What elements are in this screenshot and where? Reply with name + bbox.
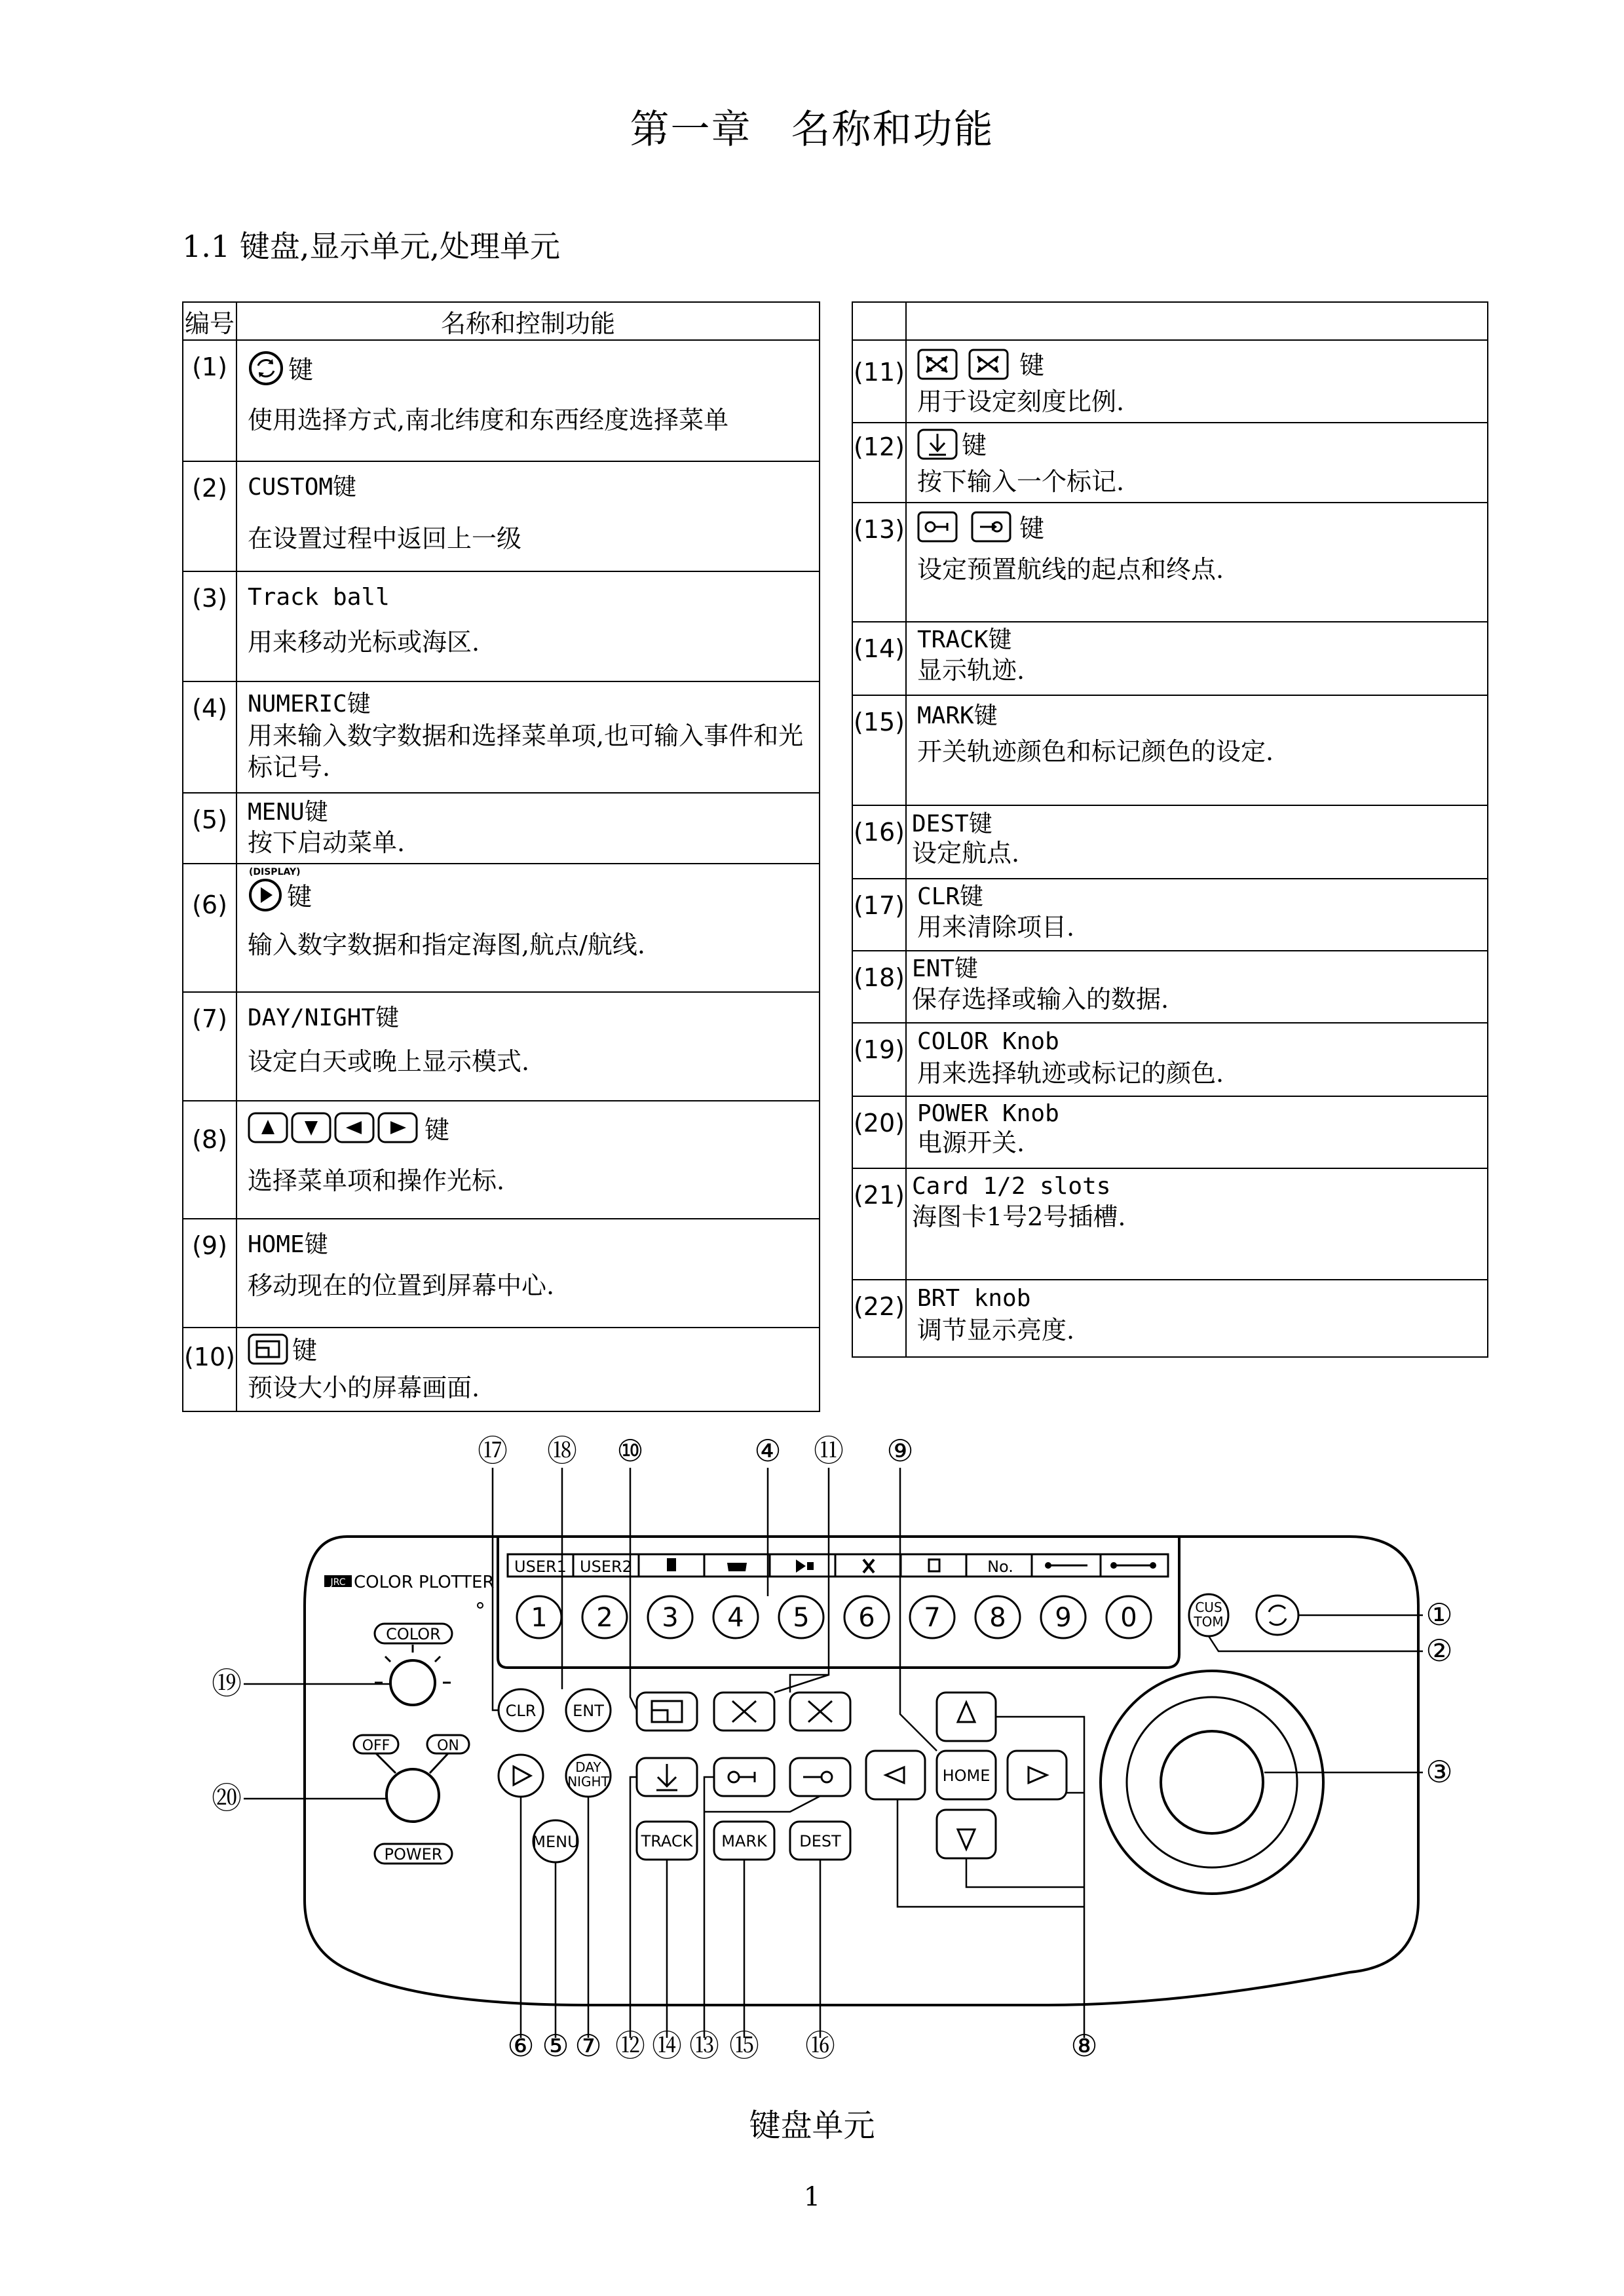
menu-key-label: MENU xyxy=(532,1833,579,1851)
strip-icon-5 xyxy=(796,1559,814,1573)
row-name: Track ball xyxy=(248,584,390,611)
section-heading: 1.1 键盘,显示单元,处理单元 xyxy=(182,229,561,264)
custom-key-label: CUS xyxy=(1195,1599,1222,1615)
row-name: 键 xyxy=(287,882,312,911)
row-name: CLR键 xyxy=(917,883,984,910)
row-description: 移动现在的位置到屏幕中心. xyxy=(248,1271,555,1300)
row-description: 显示轨迹. xyxy=(917,656,1025,685)
row-number: (17) xyxy=(852,879,906,951)
row-number: (15) xyxy=(852,695,906,805)
rotate-icon xyxy=(1269,1605,1286,1624)
row-description: 海图卡1号2号插槽. xyxy=(912,1202,1126,1231)
color-knob[interactable] xyxy=(390,1660,435,1705)
callout-2: ② xyxy=(1426,1633,1453,1668)
callout-3: ③ xyxy=(1426,1754,1453,1789)
row-number: (9) xyxy=(183,1219,236,1328)
up-key[interactable] xyxy=(937,1693,996,1741)
strip-icon-4 xyxy=(727,1563,747,1571)
callout-19: ⑲ xyxy=(212,1666,242,1701)
row-number: (7) xyxy=(183,992,236,1101)
row-description: 设定预置航线的起点和终点. xyxy=(917,555,1224,584)
row-name: 键 xyxy=(292,1336,318,1365)
power-label: POWER xyxy=(384,1845,443,1864)
ent-key-label: ENT xyxy=(573,1702,604,1720)
row-name: DEST键 xyxy=(912,811,992,837)
callout-11: ⑪ xyxy=(814,1433,844,1468)
scale-down-icon xyxy=(808,1701,832,1722)
callout-18: ⑱ xyxy=(547,1433,577,1468)
row-number: (21) xyxy=(852,1168,906,1280)
row-description: 设定白天或晚上显示模式. xyxy=(248,1047,530,1076)
row-name: 键 xyxy=(962,430,987,460)
row-number: (1) xyxy=(183,340,236,461)
home-key-label: HOME xyxy=(942,1767,991,1785)
mark-key-label: MARK xyxy=(721,1832,767,1850)
callout-8: ⑧ xyxy=(1070,2028,1098,2063)
row-name: 键 xyxy=(1019,514,1045,543)
numeric-key-label: 1 xyxy=(531,1603,548,1633)
strip-icons xyxy=(667,1558,1156,1573)
callout-7: ⑦ xyxy=(575,2028,602,2063)
callout-9: ⑨ xyxy=(886,1433,914,1468)
row-number: (5) xyxy=(183,793,236,864)
chapter-number: 第一章 xyxy=(630,107,752,153)
row-name: MENU键 xyxy=(248,799,328,826)
color-knob-ticks xyxy=(375,1645,451,1683)
down-arrow-icon xyxy=(958,1829,975,1849)
row-number: (18) xyxy=(852,951,906,1023)
callout-20: ⑳ xyxy=(212,1780,242,1816)
row-number: (10) xyxy=(183,1328,236,1411)
right-arrow-icon xyxy=(1029,1767,1047,1783)
strip-icon-7 xyxy=(929,1559,939,1571)
header-number: 编号 xyxy=(183,302,236,340)
day-key-label: DAY xyxy=(575,1759,601,1775)
row-number: (19) xyxy=(852,1023,906,1096)
row-description: 选择菜单项和操作光标. xyxy=(248,1166,505,1195)
night-key-label: NIGHT xyxy=(567,1774,609,1789)
row-name: NUMERIC键 xyxy=(248,691,371,718)
off-label: OFF xyxy=(362,1738,390,1754)
play-icon xyxy=(514,1767,531,1785)
callout-12: ⑫ xyxy=(615,2028,645,2063)
row-name: BRT knob xyxy=(917,1285,1031,1312)
row-number: (13) xyxy=(852,503,906,622)
numeric-key-label: 4 xyxy=(727,1603,744,1633)
row-number: (8) xyxy=(183,1101,236,1219)
model-label: COLOR PLOTTER xyxy=(354,1573,495,1592)
numeric-key-label: 8 xyxy=(989,1603,1006,1633)
row-number: (6) xyxy=(183,864,236,992)
track-key-label: TRACK xyxy=(641,1832,693,1850)
callout-10: ⑩ xyxy=(616,1433,644,1468)
row-number: (11) xyxy=(852,340,906,423)
callout-17: ⑰ xyxy=(478,1433,508,1468)
row-description: 输入数字数据和指定海图,航点/航线. xyxy=(248,930,645,959)
header-name-function: 名称和控制功能 xyxy=(236,302,820,340)
numeric-key-label: 2 xyxy=(596,1603,613,1633)
numeric-key-label: 6 xyxy=(858,1603,875,1633)
display-label: (DISPLAY) xyxy=(249,867,301,877)
row-description: 用来输入数字数据和选择菜单项,也可输入事件和光标记号. xyxy=(248,721,804,782)
strip-icon-dot xyxy=(1045,1562,1051,1569)
clr-key-label: CLR xyxy=(505,1702,537,1720)
callout-15: ⑮ xyxy=(729,2028,759,2063)
row-number: (20) xyxy=(852,1096,906,1168)
color-label: COLOR xyxy=(386,1625,441,1643)
row-name: MARK键 xyxy=(917,702,998,729)
custom-key-label: TOM xyxy=(1194,1614,1224,1630)
strip-icon-3 xyxy=(667,1558,676,1571)
row-name: COLOR Knob xyxy=(917,1028,1059,1055)
rotate-key[interactable] xyxy=(1256,1596,1298,1635)
row-description: 用来移动光标或海区. xyxy=(248,628,480,657)
strip-icon-6 xyxy=(863,1559,874,1573)
row-name: CUSTOM键 xyxy=(248,474,357,501)
callout-1: ① xyxy=(1426,1597,1453,1632)
row-number: (14) xyxy=(852,622,906,695)
row-description: 在设置过程中返回上一级 xyxy=(248,524,522,553)
row-description: 设定航点. xyxy=(912,839,1020,868)
route-end-icon xyxy=(821,1772,832,1782)
callout-6: ⑥ xyxy=(507,2028,535,2063)
row-number: (3) xyxy=(183,571,236,681)
indicator-led xyxy=(478,1603,483,1608)
row-description: 按下输入一个标记. xyxy=(917,467,1125,496)
strip-label-no: No. xyxy=(987,1558,1013,1576)
row-description: 用来选择轨迹或标记的颜色. xyxy=(917,1059,1224,1088)
display-key[interactable] xyxy=(499,1755,543,1797)
route-start-icon xyxy=(728,1772,739,1782)
numeric-key-label: 0 xyxy=(1120,1603,1137,1633)
row-name: HOME键 xyxy=(248,1231,328,1258)
numeric-key-label: 9 xyxy=(1055,1603,1072,1633)
callout-4: ④ xyxy=(754,1433,782,1468)
numeric-key-label: 7 xyxy=(924,1603,941,1633)
strip-icon-dot xyxy=(1150,1562,1156,1569)
dest-key-label: DEST xyxy=(799,1832,841,1850)
row-description: 电源开关. xyxy=(917,1128,1025,1157)
scale-up-icon xyxy=(732,1701,756,1722)
chapter-name: 名称和功能 xyxy=(791,107,994,153)
row-name: TRACK键 xyxy=(917,626,1012,653)
row-description: 调节显示亮度. xyxy=(917,1316,1075,1345)
up-arrow-icon xyxy=(958,1702,975,1722)
row-number: (22) xyxy=(852,1280,906,1357)
row-name: ENT键 xyxy=(912,955,979,982)
row-description: 保存选择或输入的数据. xyxy=(912,985,1169,1014)
row-name: DAY/NIGHT键 xyxy=(248,1004,400,1031)
brand-logo-text: JRC xyxy=(330,1577,346,1588)
row-name: 键 xyxy=(425,1115,450,1145)
row-number: (4) xyxy=(183,681,236,793)
row-description: 使用选择方式,南北纬度和东西经度选择菜单 xyxy=(248,406,729,434)
row-name: Card 1/2 slots xyxy=(912,1173,1111,1200)
callout-13: ⑬ xyxy=(689,2028,719,2063)
strip-icon-dot xyxy=(1110,1562,1117,1569)
on-label: ON xyxy=(437,1738,459,1754)
power-knob[interactable] xyxy=(387,1769,439,1822)
route-start-icon xyxy=(739,1772,755,1782)
numeric-key-label: 5 xyxy=(793,1603,810,1633)
screen-size-icon xyxy=(652,1710,668,1722)
row-number: (2) xyxy=(183,461,236,571)
row-description: 按下启动菜单. xyxy=(248,828,406,857)
figure-caption: 键盘单元 xyxy=(749,2107,875,2144)
page-number: 1 xyxy=(803,2182,821,2212)
row-name: 键 xyxy=(1019,351,1045,380)
strip-label-user2: USER2 xyxy=(580,1558,632,1576)
numeric-key-label: 3 xyxy=(662,1603,679,1633)
row-name: POWER Knob xyxy=(917,1100,1059,1127)
right-key[interactable] xyxy=(1008,1751,1067,1799)
row-name: 键 xyxy=(288,355,314,385)
callout-16: ⑯ xyxy=(805,2028,835,2063)
row-description: 开关轨迹颜色和标记颜色的设定. xyxy=(917,737,1274,766)
row-description: 预设大小的屏幕画面. xyxy=(248,1373,480,1402)
callout-5: ⑤ xyxy=(542,2028,569,2063)
row-number: (16) xyxy=(852,805,906,879)
left-arrow-icon xyxy=(886,1767,904,1783)
row-number: (12) xyxy=(852,423,906,503)
left-key[interactable] xyxy=(866,1751,925,1799)
callout-14: ⑭ xyxy=(652,2028,682,2063)
row-description: 用于设定刻度比例. xyxy=(917,387,1125,416)
mark-down-icon xyxy=(656,1764,677,1790)
row-description: 用来清除项目. xyxy=(917,913,1075,942)
strip-label-user1: USER1 xyxy=(514,1558,567,1576)
